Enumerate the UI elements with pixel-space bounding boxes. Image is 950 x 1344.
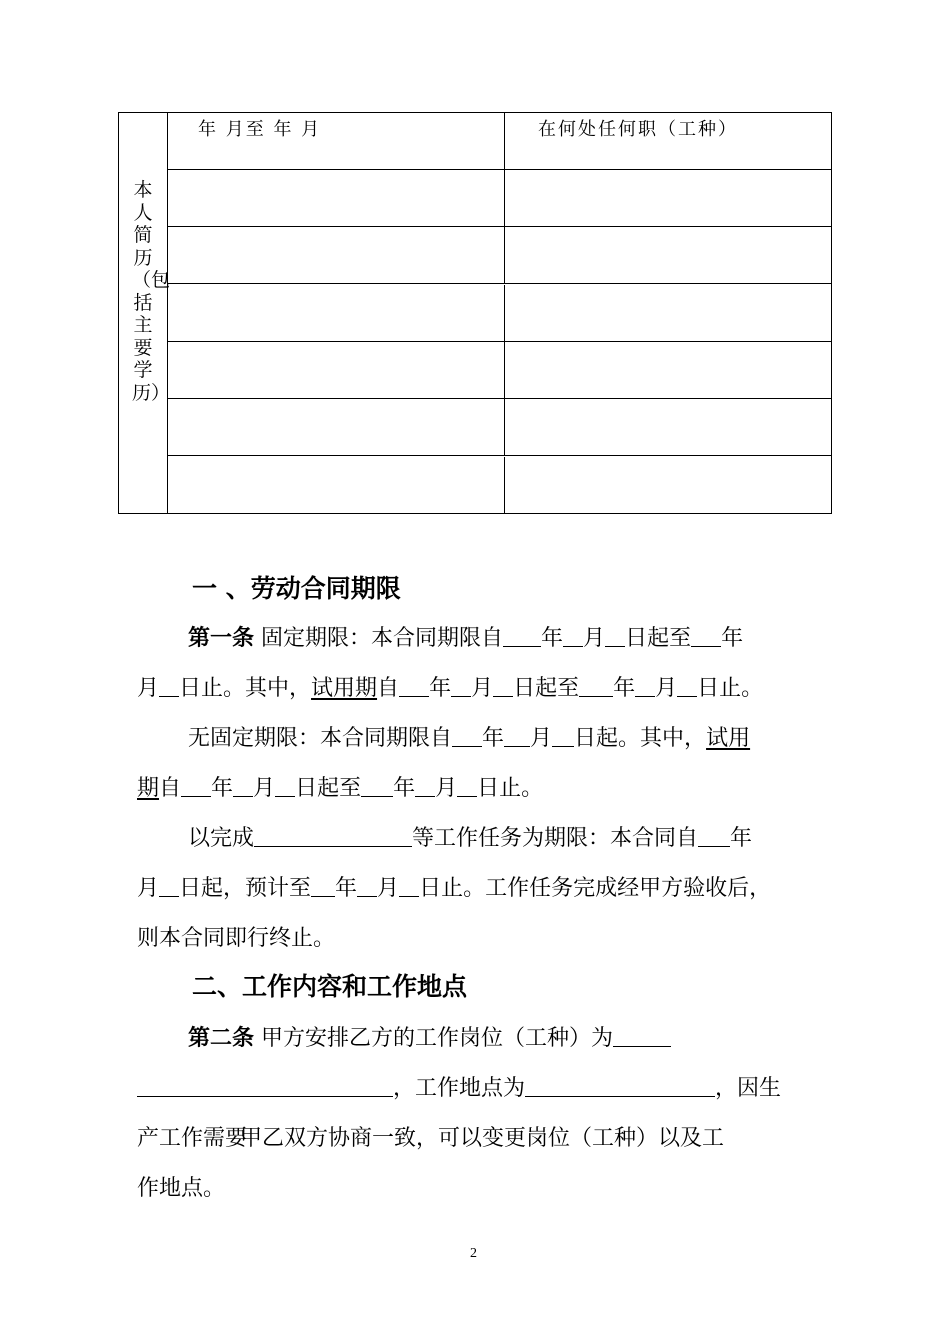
period-cell[interactable] xyxy=(168,227,505,283)
table-row xyxy=(168,285,831,342)
article2-line4: 作地点。 xyxy=(137,1176,226,1201)
blank-field[interactable] xyxy=(698,826,730,847)
period-cell[interactable] xyxy=(168,285,505,341)
blank-field[interactable] xyxy=(691,626,721,647)
blank-field[interactable] xyxy=(311,876,335,897)
blank-field[interactable] xyxy=(677,676,697,697)
table-row xyxy=(168,457,831,513)
blank-field[interactable] xyxy=(159,876,179,897)
blank-field[interactable] xyxy=(579,676,613,697)
blank-field[interactable] xyxy=(357,876,377,897)
task-line3: 则本合同即行终止。 xyxy=(137,926,336,951)
section2-heading: 二、工作内容和工作地点 xyxy=(192,972,468,1001)
page-number: 2 xyxy=(470,1246,477,1261)
article2-line1: 第二条 甲方安排乙方的工作岗位（工种）为 xyxy=(188,1024,671,1054)
period-header: 年 月至 年 月 xyxy=(198,119,322,140)
period-cell[interactable] xyxy=(168,170,505,226)
resume-label: 本人简历（包括主要学历） xyxy=(132,179,171,404)
position-cell[interactable] xyxy=(505,227,831,283)
position-cell[interactable] xyxy=(505,457,831,513)
blank-field[interactable] xyxy=(361,776,393,797)
period-cell[interactable] xyxy=(168,342,505,398)
table-row xyxy=(168,227,831,284)
table-row xyxy=(168,399,831,456)
blank-field[interactable] xyxy=(399,876,419,897)
blank-field[interactable] xyxy=(552,726,574,747)
resume-table xyxy=(118,112,832,514)
table-row xyxy=(168,170,831,227)
position-cell[interactable] xyxy=(505,285,831,341)
section1-heading: 一 、劳动合同期限 xyxy=(192,574,401,603)
blank-field[interactable] xyxy=(457,776,477,797)
table-row xyxy=(168,342,831,399)
article1-line2: 月 日止。其中，试用期自 年 月 日起至 年 月 日止。 xyxy=(137,676,764,701)
article2-line3-overlap: 甲乙双方协商一致，可以变更岗位（工种）以及工 xyxy=(240,1126,725,1151)
blank-field[interactable] xyxy=(233,776,253,797)
table-row xyxy=(168,113,831,170)
position-blank-field[interactable] xyxy=(613,1026,671,1047)
blank-field[interactable] xyxy=(635,676,655,697)
nofixed-line2: 期自 年 月 日起至 年 月 日止。 xyxy=(137,776,544,801)
position-blank-field-cont[interactable] xyxy=(137,1076,393,1097)
task-line2: 月 日起，预计至 年 月 日止。工作任务完成经甲方验收后， xyxy=(137,876,772,901)
blank-field[interactable] xyxy=(415,776,435,797)
task-line1: 以完成 等工作任务为期限：本合同自 年 xyxy=(188,826,753,851)
resume-grid xyxy=(168,113,831,513)
blank-field[interactable] xyxy=(181,776,211,797)
nofixed-line1: 无固定期限：本合同期限自 年 月 日起。其中，试用 xyxy=(188,726,751,751)
resume-label-cell xyxy=(119,113,171,513)
article1-line1: 第一条 固定期限：本合同期限自 年 月 日起至 年 xyxy=(188,626,744,651)
position-cell[interactable] xyxy=(505,399,831,455)
position-cell[interactable] xyxy=(505,342,831,398)
blank-field[interactable] xyxy=(159,676,179,697)
blank-field[interactable] xyxy=(563,626,583,647)
blank-field[interactable] xyxy=(605,626,625,647)
blank-field[interactable] xyxy=(275,776,295,797)
position-header: 在何处任何职（工种） xyxy=(538,119,738,140)
blank-field[interactable] xyxy=(451,676,471,697)
location-blank-field[interactable] xyxy=(525,1076,715,1097)
blank-field[interactable] xyxy=(504,726,530,747)
blank-field[interactable] xyxy=(503,626,541,647)
task-blank-field[interactable] xyxy=(254,826,412,847)
position-cell[interactable] xyxy=(505,170,831,226)
article2-line3: 产工作需要 xyxy=(137,1126,248,1151)
period-cell[interactable] xyxy=(168,399,505,455)
blank-field[interactable] xyxy=(399,676,429,697)
article2-line2: ，工作地点为 ，因生 xyxy=(137,1074,781,1104)
period-cell[interactable] xyxy=(168,457,505,513)
blank-field[interactable] xyxy=(452,726,482,747)
blank-field[interactable] xyxy=(493,676,513,697)
